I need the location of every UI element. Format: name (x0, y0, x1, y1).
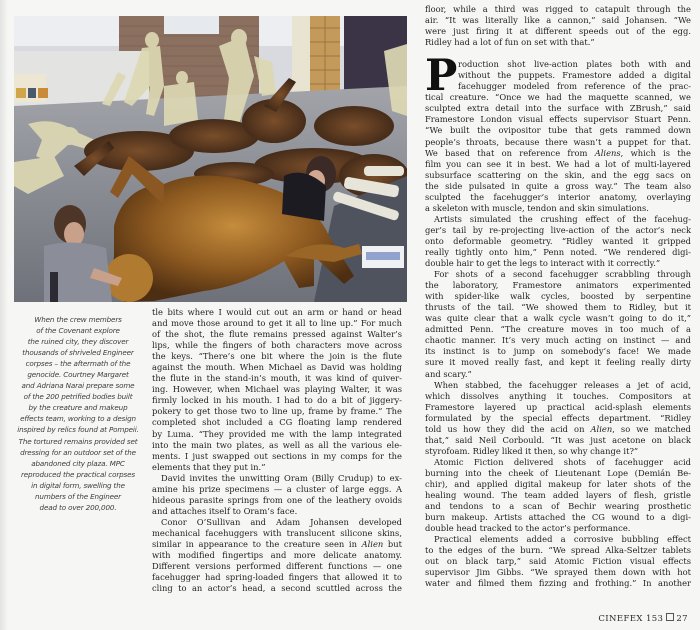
caption-line: abandoned city plaza. MPC (31, 458, 125, 468)
text-line: facehugger modeled from reference of the prac- (458, 81, 691, 92)
text-line: sculpted extra detail into the surface with ZBrush,” said (425, 103, 691, 114)
caption-line: effects team, working to a design (20, 414, 136, 424)
text-line: When stabbed, the facehugger releases a jet of acid, (434, 379, 691, 390)
text-line: Framestore London visual effects supervisor Stuart Penn. (425, 114, 691, 125)
text-line: air. “It was literally like a cannon,” said Johansen. “We (425, 15, 691, 26)
text-line (425, 424, 691, 435)
text-line: facehugger had spring-loaded fingers that allowed it to (152, 572, 402, 583)
text-line: burning into the cheek of Lieutenant Lope (Demián Be- (425, 467, 691, 478)
text-line: and scary.” (425, 368, 472, 379)
text-line: and attaches itself to Oram’s face. (152, 505, 298, 516)
text-fragment: similar in appearance to the creature seen in (152, 538, 362, 549)
text-line: roduction shot live-action plates both with and (458, 59, 691, 70)
text-line: onto deformable geometry. “Ridley wanted it gripped (425, 235, 691, 246)
text-line: and tendons to a scan of Bechir wearing prosthetic (425, 501, 691, 512)
square-box-icon (666, 613, 674, 621)
text-line: with modified fingertips and more delicate anatomy. (152, 550, 402, 561)
text-line: styrofoam. Ridley liked it then, so why change it?” (425, 445, 639, 456)
text-line: Conor O’Sullivan and Adam Johansen developed (161, 516, 402, 527)
page-gutter-shadow (0, 0, 8, 630)
text-line: chir), and applied digital makeup for later shots of the (425, 478, 691, 489)
caption-line: dead to over 200,000. (39, 502, 117, 512)
text-line: Artists simulated the crushing effect of the facehug- (434, 213, 691, 224)
text-line: the flute in the stand-in’s mouth, it was kind of quiver- (152, 373, 402, 384)
text-line: chaotic manner. It’s very much acting on instinct — and (425, 335, 691, 346)
text-line: burn makeup. Artists attached the CG wound to a digi- (425, 512, 691, 523)
text-line: David invites the unwitting Oram (Billy Crudup) to ex- (161, 472, 402, 483)
film-title: Alien (361, 538, 384, 549)
text-line: completed shot included a CG floating lamp rendered (152, 417, 402, 428)
text-line: which dissolves anything it touches. Compositors at (425, 390, 691, 401)
text-line: a skeleton with muscle, tendon and skin simulations. (425, 202, 649, 213)
paragraph-gap (425, 48, 691, 59)
intro-paragraph (425, 4, 691, 48)
text-line: with spider-like walk cycles, boosted by serpentine (425, 291, 691, 302)
caption-line: in digital form, swelling the (31, 480, 125, 490)
workshop-corpses-image (14, 16, 407, 302)
text-line: For shots of a second facehugger scrabbling through (434, 269, 691, 280)
text-fragment: told us how they did the acid on (425, 423, 591, 434)
text-line: firmly locked in his mouth. I had to do a bit of jiggery- (152, 395, 402, 406)
text-line: tle bits where I would cut out an arm or hand or head (152, 307, 402, 317)
article-column-middle (152, 307, 402, 594)
body-text (425, 92, 691, 589)
caption-line: of the 200 petrified bodies built (23, 392, 133, 402)
text-line: of the shot, the flute remains pressed against Walter’s (152, 329, 402, 340)
text-line: to the edges of the burn. “We spread Alka-Seltzer tablets (425, 545, 691, 556)
text-line: that,” said Neil Corbould. “It was just acetone on black (425, 434, 691, 445)
text-line: healing wound. The team added layers of flesh, gristle (425, 490, 691, 501)
text-line: lips, while the fingers of both characters move across (152, 340, 402, 351)
text-line: “We built the ovipositor tube that gets rammed down (425, 125, 691, 136)
text-line: admitted Penn. “The creature moves in too much of a (425, 324, 691, 335)
caption-line: numbers of the Engineer (35, 491, 121, 501)
issue-number: 153 (645, 614, 664, 624)
caption-line: genocide. Courtney Margaret (27, 370, 129, 380)
caption-line: by the creature and makeup (28, 403, 128, 413)
caption-line: and Adriana Narai prepare some (21, 381, 135, 391)
text-line: ments. I just swapped out sections in my comps for the (152, 450, 402, 461)
text-line: the side pulsated in quite a gross way.” The team also (425, 180, 691, 191)
feature-photo (14, 16, 407, 302)
text-line: hideous parasite springs from one of the leathery ovoids (152, 494, 402, 505)
text-line: amine his prize specimens — a cluster of large eggs. A (152, 483, 402, 494)
photo-caption (14, 314, 142, 513)
text-line: without the puppets. Framestore added a digital (458, 70, 691, 81)
film-title: Aliens (594, 147, 621, 158)
publication-name: CINEFEX (598, 614, 643, 624)
text-line: Atomic Fiction delivered shots of facehugger acid (434, 456, 691, 467)
text-line: Framestore layered up practical acid-splash elements (425, 401, 691, 412)
text-line: thrusts of the tail. “We showed them to Ridley, but it (425, 302, 691, 313)
text-line: cling to an actor’s head, a second scuttled across the (152, 583, 402, 594)
drop-cap: P (425, 51, 457, 102)
text-line: against the mouth. When Michael as David was holding (152, 362, 402, 373)
text-line: really tightly onto him,” Penn noted. “We rendered digi- (425, 246, 691, 257)
text-line: tical creature. “Once we had the maquette scanned, we (425, 92, 691, 103)
text-line: were just firing it at different speeds out of the egg. (425, 26, 691, 37)
text-line: was quite clear that a walk cycle wasn’t going to do it,” (425, 313, 691, 324)
text-line: ger’s tail by re-projecting live-action of the actor’s neck (425, 224, 691, 235)
text-line: sculpted the facehugger’s interior anatomy, overlaying (425, 191, 691, 202)
text-line: by Luma. “They provided me with the lamp integrated (152, 428, 402, 439)
text-line: its instinct is to jump on somebody’s face! We made (425, 346, 691, 357)
caption-line: of the Covenant explore (36, 326, 120, 336)
caption-line: When the crew members (34, 315, 122, 324)
text-line: double hair to get the legs to interact with it correctly.” (425, 258, 661, 269)
caption-line: inspired by relics found at Pompeii. (17, 425, 139, 435)
text-line: supervisor Jim Gibbs. “We sprayed them down with hot (425, 567, 691, 578)
caption-line: the ruined city, they discover (27, 337, 129, 347)
caption-line: dressing for an outdoor set of the (20, 447, 136, 457)
caption-line: The tortured remains provided set (18, 436, 138, 446)
film-title: Alien (590, 423, 613, 434)
text-line: Ridley had a lot of fun on set with that.” (425, 37, 595, 48)
text-fragment: We based that on reference from (425, 147, 595, 158)
text-line: formulated by the special effects department. “Ridley (425, 412, 691, 423)
text-line: ing. However, when Michael was playing Walter, it was (152, 384, 402, 395)
text-line: elements that they put in.” (152, 461, 266, 472)
article-column-right (425, 4, 691, 589)
text-line: Practical elements added a corrosive bubbling effect (434, 534, 691, 545)
text-line: double head tracked to the actor’s performance. (425, 523, 631, 534)
text-line: floor, while a third was rigged to catapult through the (425, 4, 691, 14)
text-line: pokery to get those two to line up, frame by frame.” The (152, 406, 402, 417)
page-number: 27 (676, 614, 688, 624)
caption-line: reproduced the practical corpses (20, 469, 135, 479)
text-line: the laboratory, Framestore animators experimented (425, 280, 691, 291)
text-line: out on black tarp,” said Atomic Fiction visual effects (425, 556, 691, 567)
caption-line: thousands of shriveled Engineer (22, 348, 134, 358)
caption-line: corpses – the aftermath of the (25, 359, 131, 369)
text-line: film you can see it in best. We had a lot of multi-layered (425, 158, 691, 169)
text-fragment: , which is the (620, 147, 691, 158)
text-fragment: but (383, 538, 402, 549)
page-folio (598, 613, 688, 624)
text-line: mechanical facehuggers with translucent silicone skins, (152, 527, 402, 538)
text-line: subsurface scattering on the skin, and the egg sacs on (425, 169, 691, 180)
text-line: into the main two plates, as well as all the various ele- (152, 439, 402, 450)
text-line: Different versions performed different functions — one (152, 561, 402, 572)
text-line: and move those around to get it all to line up.” For much (152, 318, 402, 329)
text-line: the keys. “There’s one bit where the join is the flute (152, 351, 402, 362)
text-line (425, 148, 691, 159)
text-line: sure it moved really fast, and kept it feeling really dirty (425, 357, 691, 368)
text-line: people’s throats, because there wasn’t a puppet for that. (425, 136, 691, 147)
text-line: water and filmed them fizzing and frothing.” In another (425, 578, 691, 589)
text-fragment: , so we matched (612, 423, 692, 434)
text-line (152, 539, 402, 550)
